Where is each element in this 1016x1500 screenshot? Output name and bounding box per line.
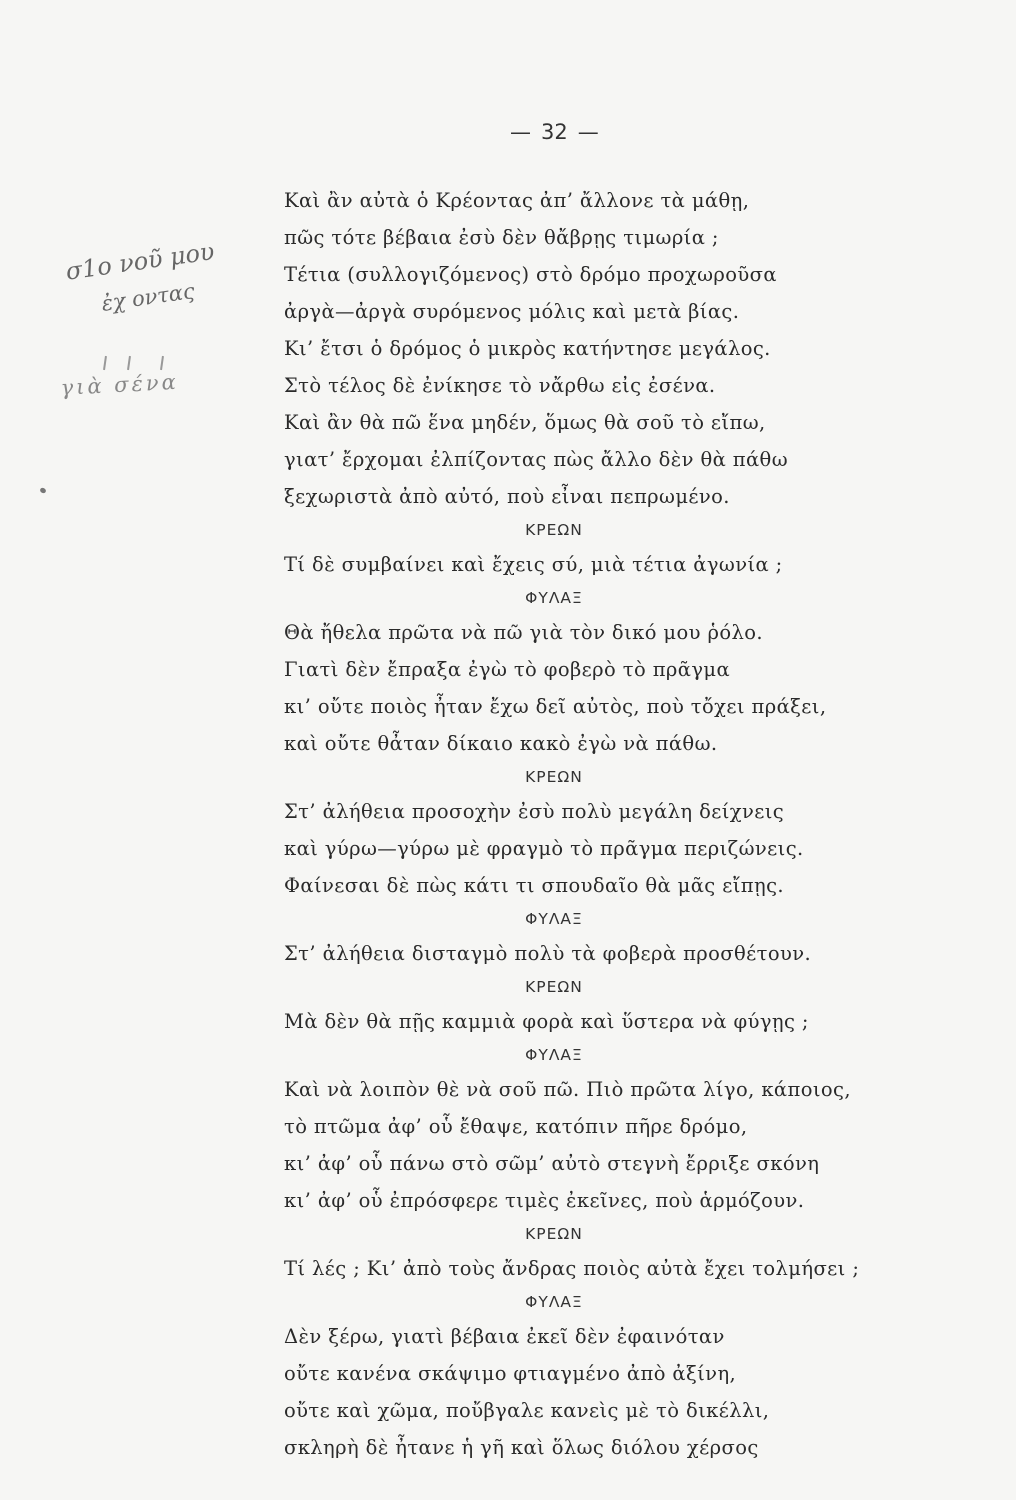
verse-line: Στ’ ἀλήθεια δισταγμὸ πολὺ τὰ φοβερὰ προσθέτουν. <box>284 942 812 965</box>
verse-line: Κι’ ἔτσι ὁ δρόμος ὁ μικρὸς κατήντησε μεγάλος. <box>284 337 771 360</box>
verse-line: γιατ’ ἔρχομαι ἐλπίζοντας πὼς ἄλλο δὲν θὰ πάθω <box>284 448 788 471</box>
pencil-mark <box>160 356 164 370</box>
margin-note-handwritten: ἐχ οντας <box>100 278 197 316</box>
page-number-dash-right: — <box>577 120 599 144</box>
verse-line: Καὶ ἂν αὐτὰ ὁ Κρέοντας ἀπ’ ἄλλονε τὰ μάθῃ, <box>284 189 750 212</box>
speaker-name: ΦΥΛΑΞ <box>525 910 583 928</box>
speaker-name: ΦΥΛΑΞ <box>525 1046 583 1064</box>
speaker-name: ΚΡΕΩΝ <box>525 1225 583 1243</box>
speaker-name: ΦΥΛΑΞ <box>525 1293 583 1311</box>
speaker-name: ΦΥΛΑΞ <box>525 589 583 607</box>
verse-line: Στ’ ἀλήθεια προσοχὴν ἐσὺ πολὺ μεγάλη δείχνεις <box>284 800 785 823</box>
verse-line: τὸ πτῶμα ἀφ’ οὗ ἔθαψε, κατόπιν πῆρε δρόμο, <box>284 1115 748 1138</box>
verse-line: κι’ ἀφ’ οὗ πάνω στὸ σῶμ’ αὐτὸ στεγνὴ ἔρριξε σκόνη <box>284 1152 820 1175</box>
verse-line: Τί λές ; Κι’ ἀπὸ τοὺς ἄνδρας ποιὸς αὐτὰ ἔχει τολμήσει ; <box>284 1257 860 1280</box>
verse-line: Μὰ δὲν θὰ πῇς καμμιὰ φορὰ καὶ ὕστερα νὰ φύγῃς ; <box>284 1010 809 1033</box>
verse-line: ξεχωριστὰ ἀπὸ αὐτό, ποὺ εἶναι πεπρωμένο. <box>284 485 730 508</box>
page-number-dash-left: — <box>510 120 531 144</box>
margin-note-handwritten: σ1ο νοῦ μου <box>64 237 217 286</box>
pencil-mark <box>103 356 107 370</box>
page-number-value: 32 <box>541 120 568 144</box>
speaker-name: ΚΡΕΩΝ <box>525 521 583 539</box>
verse-line: Θὰ ἤθελα πρῶτα νὰ πῶ γιὰ τὸν δικό μου ῥόλο. <box>284 621 764 644</box>
verse-line: οὔτε κανένα σκάψιμο φτιαγμένο ἀπὸ ἀξίνη, <box>284 1362 737 1385</box>
pencil-mark <box>127 356 131 370</box>
verse-line: καὶ γύρω—γύρω μὲ φραγμὸ τὸ πρᾶγμα περιζώνεις. <box>284 837 804 860</box>
verse-line: κι’ οὔτε ποιὸς ἦταν ἔχω δεῖ αὐτὸς, ποὺ τὄχει πράξει, <box>284 695 827 718</box>
verse-line: Φαίνεσαι δὲ πὼς κάτι τι σπουδαῖο θὰ μᾶς εἴπῃς. <box>284 874 784 897</box>
verse-line: Δὲν ξέρω, γιατὶ βέβαια ἐκεῖ δὲν ἐφαινόταν <box>284 1325 725 1348</box>
verse-line: οὔτε καὶ χῶμα, ποὔβγαλε κανεὶς μὲ τὸ δικέλλι, <box>284 1399 770 1422</box>
margin-note-handwritten: γιὰ σένα <box>60 369 180 400</box>
verse-line: καὶ οὔτε θἆταν δίκαιο κακὸ ἐγὼ νὰ πάθω. <box>284 732 718 755</box>
verse-line: πῶς τότε βέβαια ἐσὺ δὲν θἄβρῃς τιμωρία ; <box>284 226 719 249</box>
verse-line: Καὶ ἂν θὰ πῶ ἕνα μηδέν, ὅμως θὰ σοῦ τὸ εἴπω, <box>284 411 766 434</box>
speaker-name: ΚΡΕΩΝ <box>525 978 583 996</box>
page-number <box>500 120 609 144</box>
speaker-name: ΚΡΕΩΝ <box>525 768 583 786</box>
verse-line: Τί δὲ συμβαίνει καὶ ἔχεις σύ, μιὰ τέτια ἀγωνία ; <box>284 553 783 576</box>
verse-line: Καὶ νὰ λοιπὸν θὲ νὰ σοῦ πῶ. Πιὸ πρῶτα λίγο, κάποιος, <box>284 1078 851 1101</box>
verse-line: Στὸ τέλος δὲ ἐνίκησε τὸ νἄρθω εἰς ἐσένα. <box>284 374 716 397</box>
ink-speck <box>39 487 47 494</box>
verse-line: Τέτια (συλλογιζόμενος) στὸ δρόμο προχωροῦσα <box>284 263 777 286</box>
verse-line: Γιατὶ δὲν ἔπραξα ἐγὼ τὸ φοβερὸ τὸ πρᾶγμα <box>284 658 731 681</box>
dialogue-text <box>284 182 904 1466</box>
verse-line: σκληρὴ δὲ ἦτανε ἡ γῆ καὶ ὅλως διόλου χέρσος <box>284 1436 759 1459</box>
verse-line: ἀργὰ—ἀργὰ συρόμενος μόλις καὶ μετὰ βίας. <box>284 300 740 323</box>
verse-line: κι’ ἀφ’ οὗ ἐπρόσφερε τιμὲς ἐκεῖνες, ποὺ ἁρμόζουν. <box>284 1189 805 1212</box>
